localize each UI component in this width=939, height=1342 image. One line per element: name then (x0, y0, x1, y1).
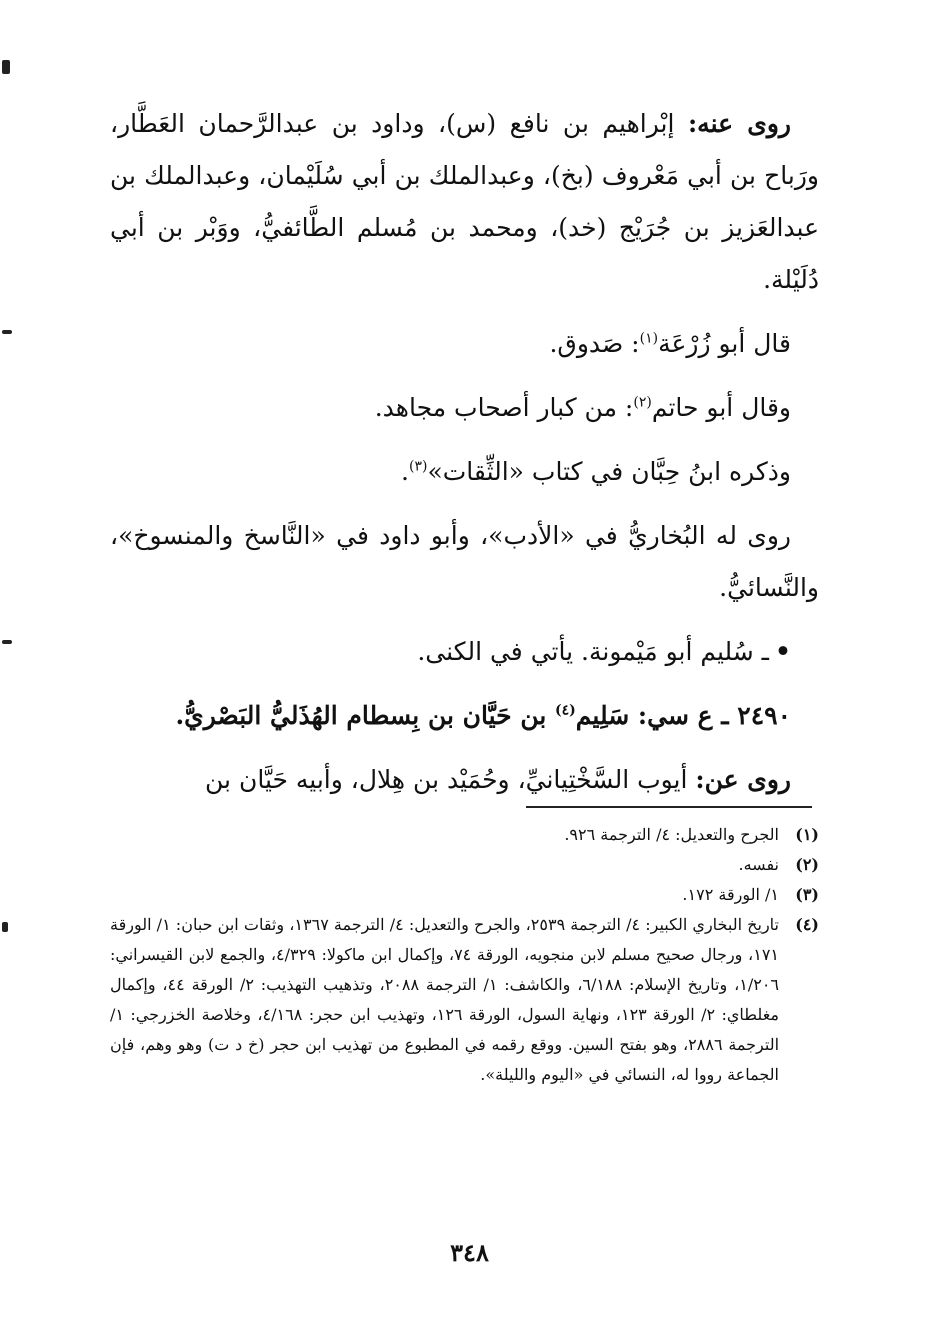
footnote-number: (٤) (795, 915, 819, 934)
margin-mark (2, 60, 10, 74)
narrated-from-paragraph (110, 754, 819, 806)
paragraph-text: إبْراهيم بن نافع (س)، وداود بن عبدالرَّحمان العَطَّار، ورَباح بن أبي مَعْروف (بخ)، وعبدالملك بن أبي سُلَيْمان، وعبدالملك بن عبدالعَزيز بن جُرَيْج (خد)، ومحمد بن مُسلم الطَّائفيُّ، ووَبْر بن أبي دُلَيْلة. (110, 109, 819, 294)
paragraph-text: وقال أبو حاتم (651, 393, 791, 422)
main-text (110, 98, 819, 806)
paragraph-text: : صَدوق. (549, 329, 640, 358)
footnote-text: الجرح والتعديل: ٤/ الترجمة ٩٢٦. (564, 825, 779, 844)
footnote-ref: (١) (639, 330, 659, 347)
ibn-hibban-paragraph (110, 446, 819, 498)
footnote-item (110, 850, 819, 880)
footnote-number: (٢) (795, 855, 819, 874)
footnote-ref: (٢) (633, 394, 652, 411)
entry-number: ٢٤٩٠ ـ ع سي: سَلِيم (575, 701, 791, 730)
bullet-icon: • (775, 637, 791, 666)
footnote-text: نفسه. (738, 855, 779, 874)
abu-zura-paragraph (110, 318, 819, 370)
paragraph-lead: روى عنه: (687, 109, 791, 138)
footnote-ref: (٤) (555, 702, 576, 719)
narrators-from-paragraph (110, 98, 819, 306)
footnote-ref: (٣) (409, 458, 428, 475)
paragraph-text: ـ سُليم أبو مَيْمونة. يأتي في الكنى. (417, 637, 770, 666)
footnote-item (110, 910, 819, 1090)
footnote-number: (١) (795, 825, 819, 844)
paragraph-text: قال أبو زُرْعَة (658, 329, 791, 358)
footnote-text: تاريخ البخاري الكبير: ٤/ الترجمة ٢٥٣٩، والجرح والتعديل: ٤/ الترجمة ١٣٦٧، وثقات ابن حبان: ١/ الورقة ١٧١، ورجال صحيح مسلم لابن منجويه، الورقة ٧٤، وإكمال ابن ماكولا: ٤/٣٢٩، والجمع لابن القيسراني: ١/٢٠٦، وتاريخ الإسلام: ٦/١٨٨، والكاشف: ١/ الترجمة ٢٠٨٨، وتذهيب التهذيب: ٢/ الورقة ٤٤، وإكمال مغلطاي: ٢/ الورقة ١٢٣، ونهاية السول، الورقة ١٢٦، وتهذيب ابن حجر: ٤/١٦٨، وخلاصة الخزرجي: ١/ الترجمة ٢٨٨٦، وهو بفتح السين. ووقع رقمه في المطبوع من تهذيب ابن حجر (خ د ت) وهو وهم، فإن الجماعة رووا له، النسائي في «اليوم والليلة». (110, 915, 780, 1084)
margin-mark (2, 922, 8, 932)
page-number: ٣٤٨ (450, 1238, 489, 1267)
paragraph-text: وذكره ابنُ حِبَّان في كتاب «الثِّقات» (427, 457, 791, 486)
paragraph-text: روى له البُخاريُّ في «الأدب»، وأبو داود في «النَّاسخ والمنسوخ»، والنَّسائيُّ. (110, 521, 819, 602)
margin-mark (2, 640, 12, 644)
paragraph-text: أيوب السَّخْتِيانيِّ، وحُمَيْد بن هِلال، وأبيه حَيَّان بن (205, 765, 688, 794)
footnote-text: ١/ الورقة ١٧٢. (682, 885, 779, 904)
margin-mark (2, 330, 12, 334)
footnote-item (110, 820, 819, 850)
cross-reference-paragraph (110, 626, 819, 678)
abu-hatim-paragraph (110, 382, 819, 434)
footnote-divider (526, 806, 812, 808)
paragraph-lead: روى عن: (695, 765, 791, 794)
footnote-item (110, 880, 819, 910)
paragraph-text: : من كبار أصحاب مجاهد. (374, 393, 634, 422)
narrated-by-paragraph (110, 510, 819, 614)
paragraph-text: . (401, 457, 409, 486)
footnotes (110, 820, 819, 1090)
footnote-number: (٣) (795, 885, 819, 904)
entry-name: بن حَيَّان بن بِسطام الهُذَليُّ البَصْريُّ. (175, 701, 556, 730)
entry-heading (110, 690, 819, 742)
